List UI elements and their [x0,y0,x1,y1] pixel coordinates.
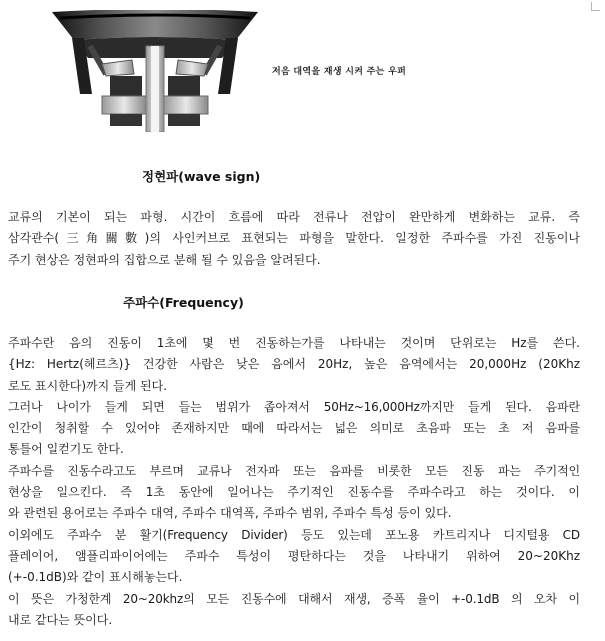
text-line: 교류의 기본이 되는 파형. 시간이 흐름에 따라 전류나 전압이 완만하게 변화하는 교류. 즉 [8,210,580,224]
paragraph-frequency [8,333,580,631]
section-heading-frequency: 주파수(Frequency) [123,295,244,310]
text-line: 로도 표시한다)까지 들게 된다. [8,378,168,393]
woofer-image [50,10,260,132]
paragraph-sine-wave [8,207,580,271]
section-heading-sine-wave: 정현파(wave sign) [142,169,261,184]
text-line: 이 뜻은 가청한계 20~20khz의 모든 진동수에 대해서 재생, 증폭 율이 +-0.1dB 의 오차 이 [8,591,580,606]
text-line: 그러나 나이가 들게 되면 들는 범위가 좁아져서 50Hz~16,000Hz까지만 들게 된다. 음파란 [8,399,580,414]
page-corner-mark [591,2,600,11]
text-line: (+-0.1dB)와 같이 표시해놓는다. [8,570,183,585]
text-line: 주기 현상은 정현파의 집합으로 분해 될 수 있음을 알려된다. [8,252,321,267]
text-line: 주파수란 음의 진동이 1초에 몇 번 진동하는가를 나타내는 것이며 단위로는 Hz를 쓴다. [8,336,580,350]
text-line: {Hz: Hertz(헤르츠)} 건강한 사람은 낮은 음에서 20Hz, 높은 음역에서는 20,000Hz (20Khz [8,357,580,372]
woofer-speaker-icon [50,10,260,132]
text-line: 와 관련된 용어로는 주파수 대역, 주파수 대역폭, 주파수 범위, 주파수 특성 등이 있다. [8,506,452,521]
figure-caption: 저음 대역을 재생 시켜 주는 우퍼 [272,67,407,77]
text-line: 삼각관수(三角關數)의 사인커브로 표현되는 파형을 말한다. 일정한 주파수를 가진 진동이나 [8,231,580,246]
text-line: 플레이어, 앰플리파이어에는 주파수 특성이 평탄하다는 것을 나타내기 위하여 20~20Khz [8,548,580,563]
text-line: 현상을 일으킨다. 즉 1초 동안에 일어나는 주기적인 진동수를 주파수라고 하는 것이다. 이 [8,485,580,500]
text-line: 내로 같다는 뜻이다. [8,612,113,627]
text-line: 통틀어 일컫기도 한다. [8,442,124,457]
text-line: 인간이 청취할 수 있어야 존재하지만 때에 따라서는 넓은 의미로 초음파 또는 초 저 음파를 [8,421,580,436]
text-line: 이외에도 주파수 분 활기(Frequency Divider) 등도 있는데 포노용 카트리지나 디지털용 CD [8,527,580,542]
text-line: 주파수를 진동수라고도 부르며 교류나 전자파 또는 음파를 비롯한 모든 진동 파는 주기적인 [8,463,580,478]
